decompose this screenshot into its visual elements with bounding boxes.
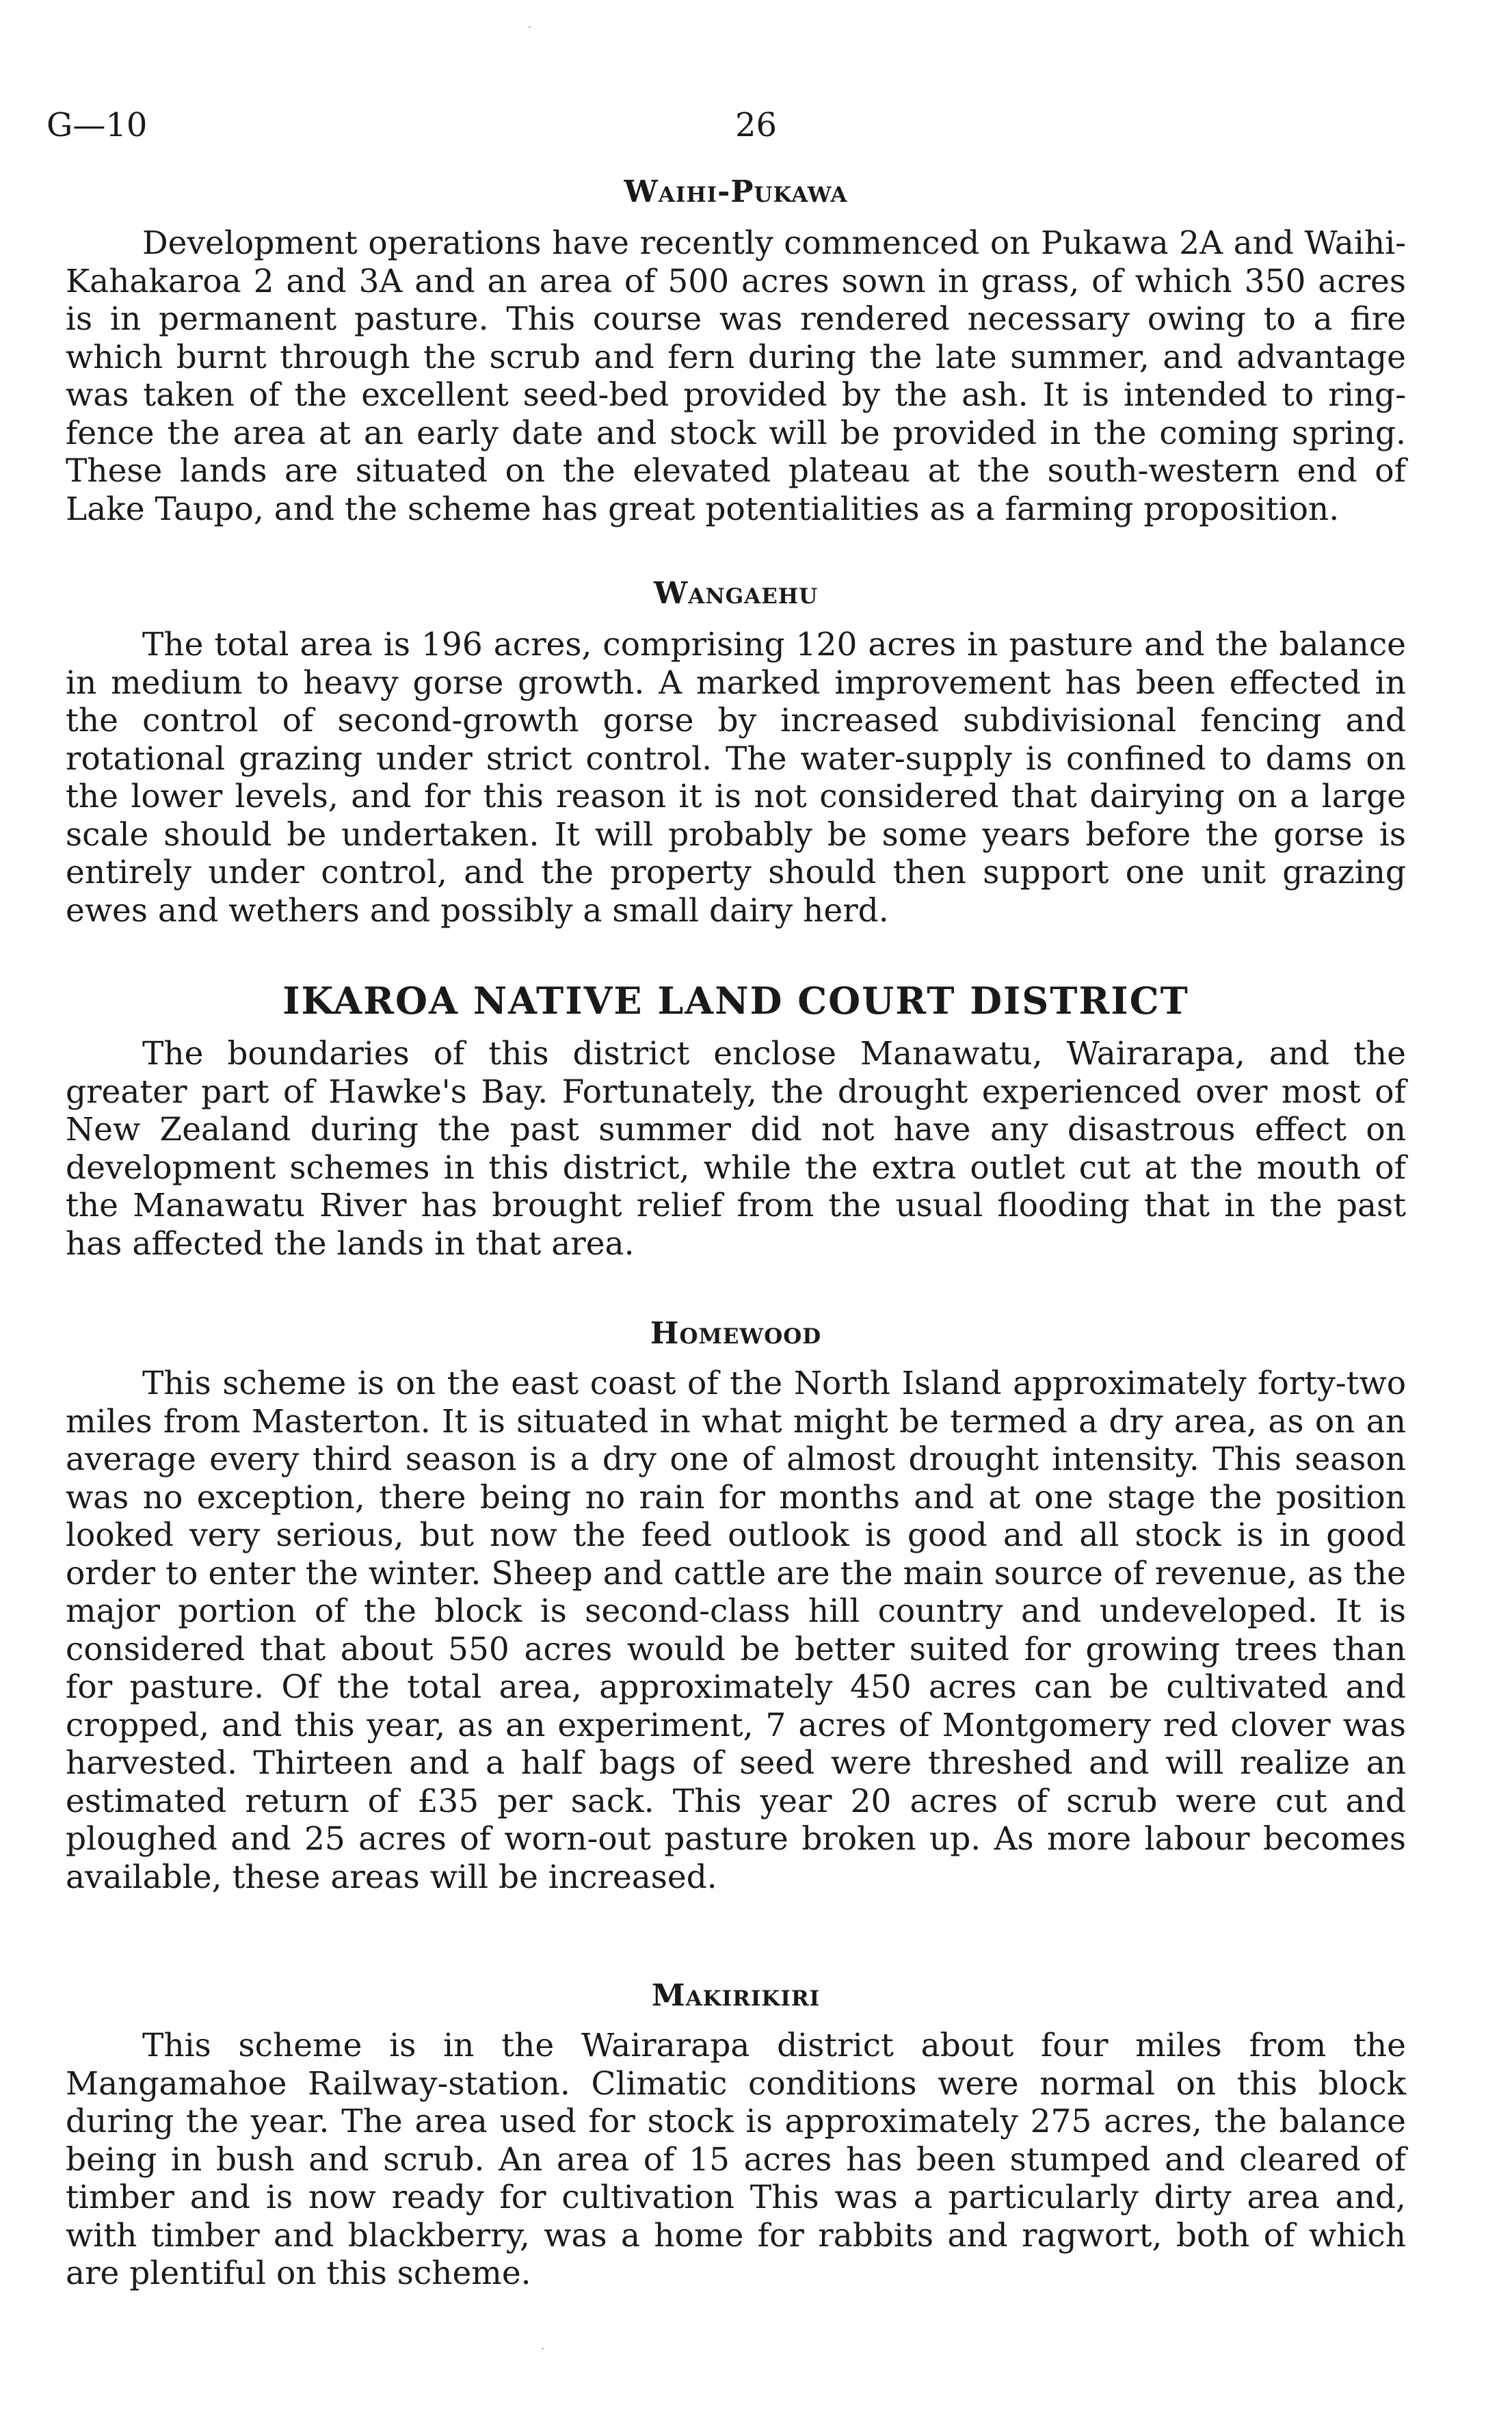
- paragraph-homewood: This scheme is on the east coast of the North Island approximately forty-two miles from Masterton. It is situated in what might be termed a dry area, as on an average every third season is a dry one of almost drought intensity. This season was no exception, there being no rain for months and at one stage the position looked very serious, but now the feed outlook is good and all stock is in good order to enter the winter. Sheep and cattle are the main source of revenue, as the major portion of the block is second-class hill country and undeveloped. It is considered that about 550 acres would be better suited for growing trees than for pasture. Of the total area, approximately 450 acres can be cultivated and cropped, and this year, as an experiment, 7 acres of Montgomery red clover was harvested. Thirteen and a half bags of seed were threshed and will realize an estimated return of £35 per sack. This year 20 acres of scrub were cut and ploughed and 25 acres of worn-out pasture broken up. As more labour becomes available, these areas will be increased.: [66, 1365, 1406, 1896]
- section-heading-wangaehu: Wangaehu: [653, 576, 819, 611]
- main-content: [66, 174, 1406, 2293]
- paragraph-makirikiri: This scheme is in the Wairarapa district about four miles from the Mangamahoe Railway-station. Climatic conditions were normal on this block during the year. The area used for stock is approximately 275 acres, the balance being in bush and scrub. An area of 15 acres has been stumped and cleared of timber and is now ready for cultivation This was a particularly dirty area and, with timber and blackberry, was a home for rabbits and ragwort, both of which are plentiful on this scheme.: [66, 2027, 1406, 2292]
- district-heading-ikaroa: IKAROA NATIVE LAND COURT DISTRICT: [282, 979, 1189, 1023]
- print-speck: [529, 26, 531, 28]
- section-heading-homewood: Homewood: [650, 1316, 822, 1351]
- print-speck: [542, 2348, 544, 2350]
- section-heading-waihi-pukawa: Waihi-Pukawa: [624, 174, 848, 209]
- paragraph-wangaehu: The total area is 196 acres, comprising 120 acres in pasture and the balance in medium to heavy gorse growth. A marked improvement has been effected in the control of second-growth gorse by increased subdivisional fencing and rotational grazing under strict control. The water-supply is confined to dams on the lower levels, and for this reason it is not considered that dairying on a large scale should be undertaken. It will probably be some years before the gorse is entirely under control, and the property should then support one unit grazing ewes and wethers and possibly a small dairy herd.: [66, 626, 1406, 930]
- paragraph-waihi-pukawa: Development operations have recently commenced on Pukawa 2A and Waihi-Kahakaroa 2 and 3A and an area of 500 acres sown in grass, of which 350 acres is in permanent pasture. This course was rendered necessary owing to a fire which burnt through the scrub and fern during the late summer, and advantage was taken of the excellent seed-bed provided by the ash. It is intended to ring-fence the area at an early date and stock will be provided in the coming spring. These lands are situated on the elevated plateau at the south-western end of Lake Taupo, and the scheme has great potentialities as a farming proposition.: [66, 224, 1406, 528]
- page-number: 26: [734, 106, 778, 144]
- document-code: G—10: [47, 106, 148, 144]
- section-heading-makirikiri: Makirikiri: [651, 1978, 821, 2013]
- paragraph-ikaroa: The boundaries of this district enclose Manawatu, Wairarapa, and the greater part of Hawke's Bay. Fortunately, the drought experienced over most of New Zealand during the past summer did not have any disastrous effect on development schemes in this district, while the extra outlet cut at the mouth of the Manawatu River has brought relief from the usual flooding that in the past has affected the lands in that area.: [66, 1035, 1406, 1263]
